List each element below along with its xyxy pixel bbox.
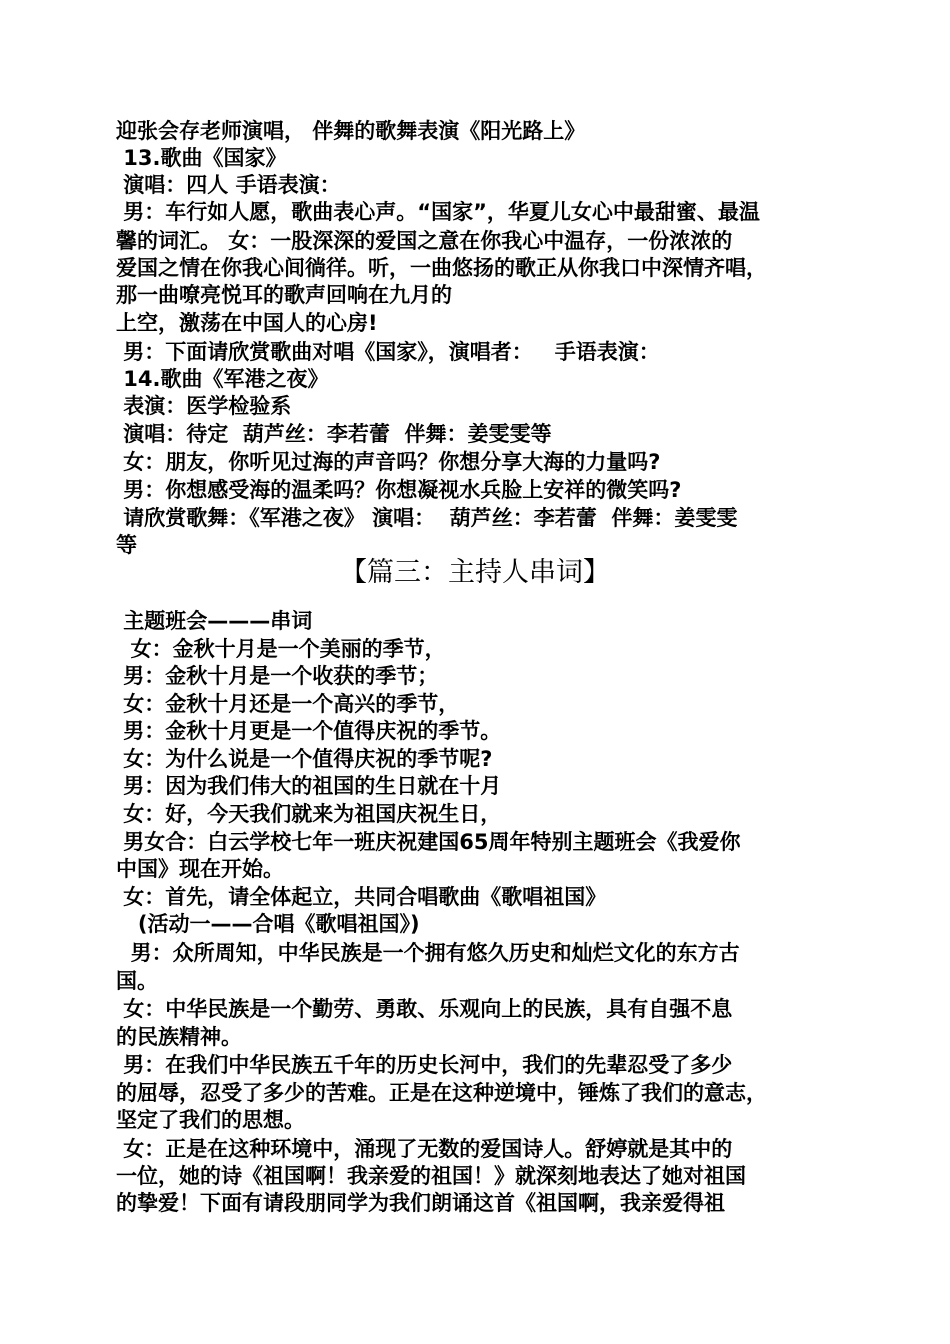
section_three-line: 女：首先，请全体起立，共同合唱歌曲《歌唱祖国》 bbox=[116, 885, 607, 909]
section_three-line: 女：为什么说是一个值得庆祝的季节呢? bbox=[116, 747, 493, 771]
section_three-line: 女：金秋十月是一个美丽的季节， bbox=[116, 637, 446, 661]
section_two-line: 爱国之情在你我心间徜徉。听，一曲悠扬的歌正从你我口中深情齐唱， bbox=[116, 256, 767, 280]
section_two-line: 女：朋友，你听见过海的声音吗？你想分享大海的力量吗? bbox=[116, 450, 661, 474]
section-three-title: 【篇三：主持人串词】 bbox=[340, 557, 610, 588]
section_three-line: 一位，她的诗《祖国啊！我亲爱的祖国！》就深刻地表达了她对祖国 bbox=[116, 1164, 746, 1188]
section_two-line: 14.歌曲《军港之夜》 bbox=[116, 367, 329, 391]
section_three-line: 的屈辱，忍受了多少的苦难。正是在这种逆境中，锤炼了我们的意志， bbox=[116, 1081, 767, 1105]
section_three-line: 男：金秋十月更是一个值得庆祝的季节。 bbox=[116, 719, 502, 743]
section_three-line: (活动一——合唱《歌唱祖国》) bbox=[116, 912, 420, 936]
section_two-line: 13.歌曲《国家》 bbox=[116, 146, 287, 170]
section_three-line: 男：因为我们伟大的祖国的生日就在十月 bbox=[116, 774, 502, 798]
section_two-line: 演唱：待定 葫芦丝：李若蕾 伴舞：姜雯雯等 bbox=[116, 422, 552, 446]
section_two-line: 请欣赏歌舞：《军港之夜》 演唱： 葫芦丝：李若蕾 伴舞：姜雯雯 bbox=[116, 506, 738, 530]
section_two-line: 馨的词汇。 女：一股深深的爱国之意在你我心中温存，一份浓浓的 bbox=[116, 229, 733, 253]
section_two-line: 上空，激荡在中国人的心房! bbox=[116, 311, 378, 335]
section_three-line: 中国》现在开始。 bbox=[116, 857, 284, 881]
section_three-line: 男：众所周知，中华民族是一个拥有悠久历史和灿烂文化的东方古 bbox=[116, 941, 740, 965]
section_two-line: 演唱：四人 手语表演： bbox=[116, 173, 341, 197]
section_two-line: 男：车行如人愿，歌曲表心声。“国家”，华夏儿女心中最甜蜜、最温 bbox=[116, 200, 760, 224]
section_three-line: 女：好，今天我们就来为祖国庆祝生日， bbox=[116, 802, 502, 826]
section_three-line: 男：在我们中华民族五千年的历史长河中，我们的先辈忍受了多少 bbox=[116, 1053, 733, 1077]
section_three-line: 男：金秋十月是一个收获的季节； bbox=[116, 664, 439, 688]
section_two-line: 表演：医学检验系 bbox=[116, 394, 292, 418]
section_three-line: 女：金秋十月还是一个高兴的季节， bbox=[116, 692, 460, 716]
section_two-line: 男：下面请欣赏歌曲对唱《国家》，演唱者： 手语表演： bbox=[116, 340, 660, 364]
section_three-line: 国。 bbox=[116, 969, 158, 993]
section_three-line: 男女合：白云学校七年一班庆祝建国65周年特别主题班会《我爱你 bbox=[116, 830, 741, 854]
section_two-line: 男：你想感受海的温柔吗？你想凝视水兵脸上安祥的微笑吗? bbox=[116, 478, 682, 502]
section_three-line: 坚定了我们的思想。 bbox=[116, 1108, 305, 1132]
section_three-line: 的民族精神。 bbox=[116, 1025, 242, 1049]
section_three-line: 的挚爱！下面有请段朋同学为我们朗诵这首《祖国啊，我亲爱得祖 bbox=[116, 1191, 725, 1215]
section_two-line: 那一曲嘹亮悦耳的歌声回响在九月的 bbox=[116, 283, 452, 307]
section_three-line: 女：正是在这种环境中，涌现了无数的爱国诗人。舒婷就是其中的 bbox=[116, 1137, 733, 1161]
section_two-line: 迎张会存老师演唱， 伴舞的歌舞表演《阳光路上》 bbox=[116, 119, 586, 143]
section_three-line: 女：中华民族是一个勤劳、勇敢、乐观向上的民族，具有自强不息 bbox=[116, 997, 733, 1021]
section_three-line: 主题班会———串词 bbox=[116, 609, 313, 633]
section_two-line: 等 bbox=[116, 533, 137, 557]
